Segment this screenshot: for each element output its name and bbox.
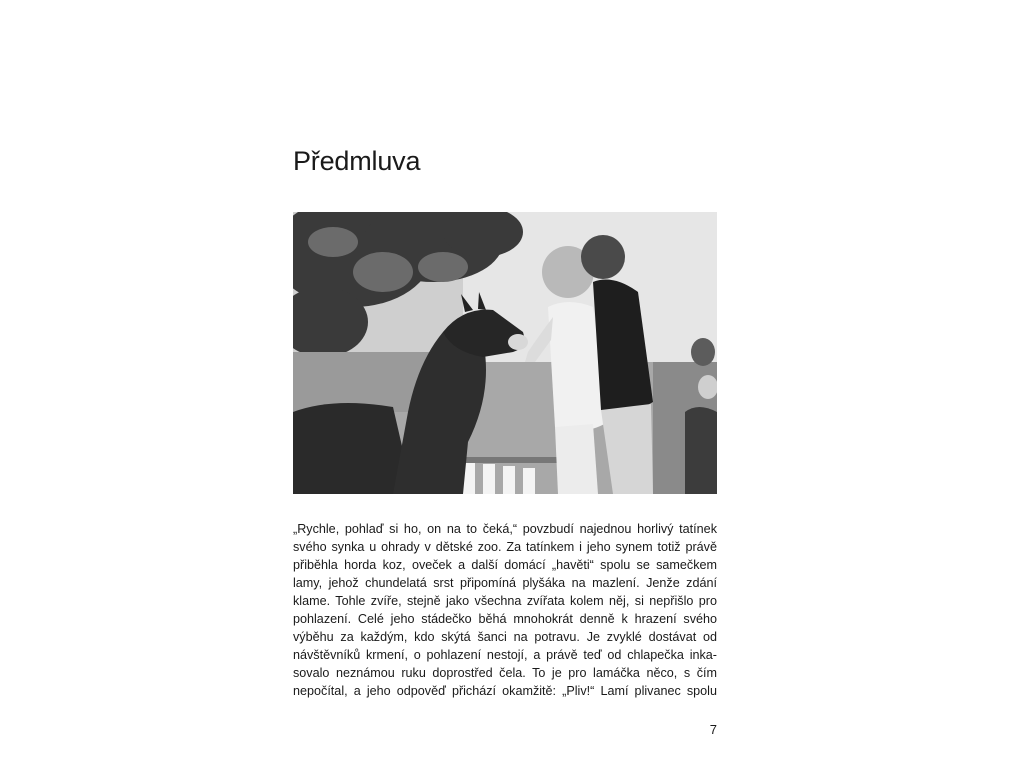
- paragraph-line: pohlazení. Celé jeho stádečko běhá mnohokrát denně k hrazení svého: [293, 612, 717, 626]
- paragraph-line: nepočítal, a jeho odpověď přichází okamžitě: „Pliv!“ Lamí plivanec spolu: [293, 684, 717, 698]
- paragraph-line: lamy, jehož chundelatá srst připomíná plyšáka na mazlení. Jenže zdání: [293, 576, 717, 590]
- paragraph-line: návštěvníků krmení, o pohlazení nestojí, a právě teď od chlapečka inka-: [293, 648, 717, 662]
- body-paragraph: [293, 520, 717, 700]
- page-number: 7: [709, 722, 717, 737]
- paragraph-line: přiběhla horda koz, oveček a další domácí „havěti“ spolu se samečkem: [293, 558, 717, 572]
- photo-llama-children: [293, 212, 717, 494]
- paragraph-line: výběhu za každým, kdo skýtá šanci na potravu. Je zvyklé dostávat od: [293, 630, 717, 644]
- paragraph-line: klame. Tohle zvíře, stejně jako všechna zvířata kolem něj, si nepřišlo pro: [293, 594, 717, 608]
- chapter-heading: Předmluva: [293, 146, 421, 176]
- paragraph-line: svého synka u ohrady v dětské zoo. Za tatínkem i jeho synem totiž právě: [293, 540, 717, 554]
- paragraph-line: „Rychle, pohlaď si ho, on na to čeká,“ povzbudí najednou horlivý tatínek: [293, 522, 717, 536]
- paragraph-line: sovalo neznámou ruku doprostřed čela. To je pro lamáčka něco, s čím: [293, 666, 717, 680]
